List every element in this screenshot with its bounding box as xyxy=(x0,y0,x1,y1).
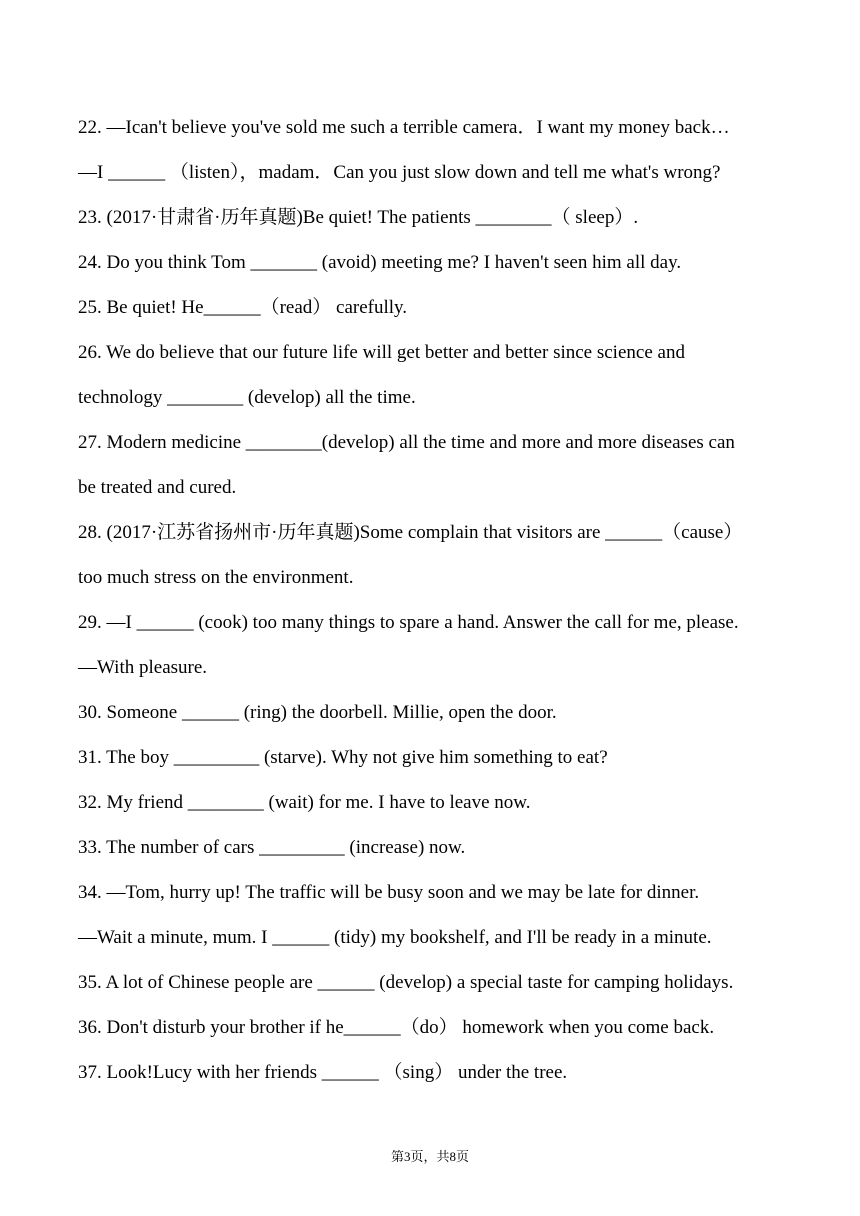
question-28-line-1: 28. (2017·江苏省扬州市·历年真题)Some complain that visitors are ______（cause） xyxy=(78,522,743,543)
question-24: 24. Do you think Tom _______ (avoid) meeting me? I haven't seen him all day. xyxy=(78,252,682,273)
question-22-line-2: —I ______ （listen），madam．Can you just slow down and tell me what's wrong? xyxy=(78,162,721,183)
exercise-list xyxy=(78,110,798,1100)
question-29-line-1: 29. —I ______ (cook) too many things to spare a hand. Answer the call for me, please. xyxy=(78,612,739,633)
question-29-line-2: —With pleasure. xyxy=(78,657,208,678)
question-34-line-2: —Wait a minute, mum. I ______ (tidy) my bookshelf, and I'll be ready in a minute. xyxy=(78,927,712,948)
question-33: 33. The number of cars _________ (increase) now. xyxy=(78,837,466,858)
question-30: 30. Someone ______ (ring) the doorbell. Millie, open the door. xyxy=(78,702,557,723)
question-36: 36. Don't disturb your brother if he______（do） homework when you come back. xyxy=(78,1017,715,1038)
question-26-line-2: technology ________ (develop) all the time. xyxy=(78,387,416,408)
question-22-line-1: 22. —Ican't believe you've sold me such a terrible camera．I want my money back… xyxy=(78,117,730,138)
question-25: 25. Be quiet! He______（read） carefully. xyxy=(78,297,408,318)
question-23: 23. (2017·甘肃省·历年真题)Be quiet! The patients ________（ sleep）. xyxy=(78,207,639,228)
question-26-line-1: 26. We do believe that our future life will get better and better since science and xyxy=(78,342,685,363)
question-27-line-2: be treated and cured. xyxy=(78,477,237,498)
question-28-line-2: too much stress on the environment. xyxy=(78,567,354,588)
page-footer: 第3页，共8页 xyxy=(390,1149,469,1164)
question-31: 31. The boy _________ (starve). Why not give him something to eat? xyxy=(78,747,608,768)
question-32: 32. My friend ________ (wait) for me. I have to leave now. xyxy=(78,792,531,813)
question-27-line-1: 27. Modern medicine ________(develop) all the time and more and more diseases can xyxy=(78,432,735,453)
question-34-line-1: 34. —Tom, hurry up! The traffic will be busy soon and we may be late for dinner. xyxy=(78,882,700,903)
question-35: 35. A lot of Chinese people are ______ (develop) a special taste for camping holidays. xyxy=(78,972,734,993)
question-37: 37. Look!Lucy with her friends ______ （sing） under the tree. xyxy=(78,1062,568,1083)
